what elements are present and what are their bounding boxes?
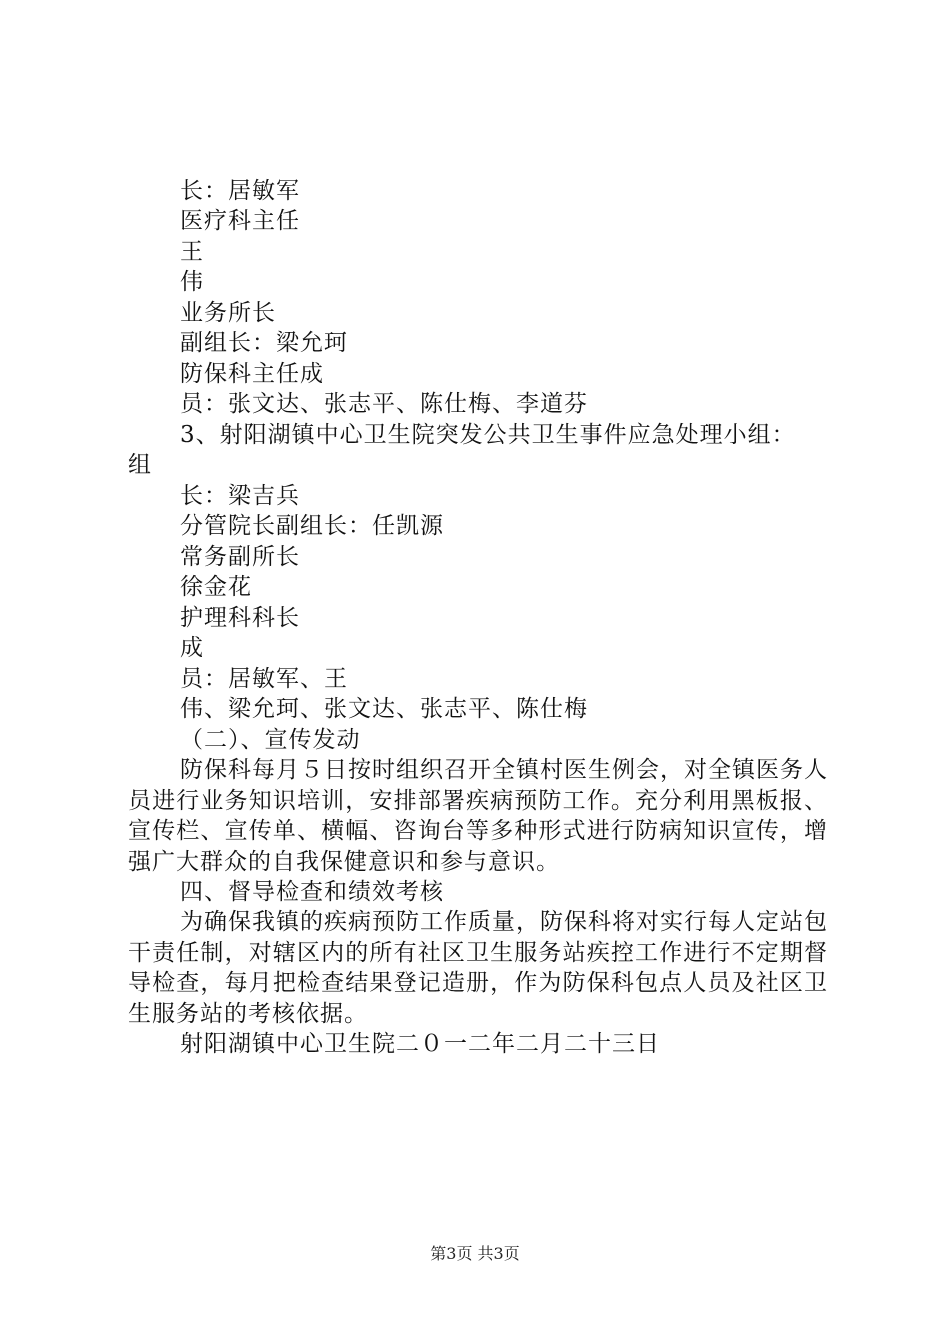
text-line: 徐金花 — [180, 574, 252, 600]
text-line: 防保科主任成 — [180, 361, 324, 387]
text-line: 业务所长 — [180, 300, 276, 326]
text-line: 长：梁吉兵 — [180, 483, 300, 509]
text-line: 长：居敏军 — [180, 178, 300, 204]
text-line: 分管院长副组长：任凯源 — [180, 513, 444, 539]
text-line: 王 — [180, 239, 204, 265]
text-line: 成 — [180, 635, 204, 661]
text-line: 副组长：梁允珂 — [180, 330, 348, 356]
text-line: 员：张文达、张志平、陈仕梅、李道芬 — [180, 391, 588, 417]
section-heading: 四、督导检查和绩效考核 — [180, 879, 444, 905]
page-footer: 第3页 共3页 — [430, 1244, 520, 1263]
text-line: 伟、梁允珂、张文达、张志平、陈仕梅 — [180, 696, 588, 722]
text-line: 常务副所长 — [180, 544, 300, 570]
text-line: 3、射阳湖镇中心卫生院突发公共卫生事件应急处理小组： — [180, 422, 796, 448]
signature-date-line: 射阳湖镇中心卫生院二０一二年二月二十三日 — [180, 1031, 660, 1057]
text-line: 伟 — [180, 269, 204, 295]
subsection-heading: （二）、宣传发动 — [180, 727, 361, 753]
text-line: 医疗科主任 — [180, 208, 300, 234]
text-line: 员：居敏军、王 — [180, 666, 348, 692]
text-line: 护理科科长 — [180, 605, 300, 631]
paragraph-supervision: 为确保我镇的疾病预防工作质量，防保科将对实行每人定站包干责任制，对辖区内的所有社区卫生服务站疾控工作进行不定期督导检查，每月把检查结果登记造册，作为防保科包点人员及社区卫生服务站的考核依据。 — [128, 909, 828, 1027]
paragraph-publicity: 防保科每月５日按时组织召开全镇村医生例会，对全镇医务人员进行业务知识培训，安排部署疾病预防工作。充分利用黑板报、宣传栏、宣传单、横幅、咨询台等多种形式进行防病知识宣传，增强广大群众的自我保健意识和参与意识。 — [128, 757, 828, 875]
text-line: 组 — [128, 452, 152, 478]
